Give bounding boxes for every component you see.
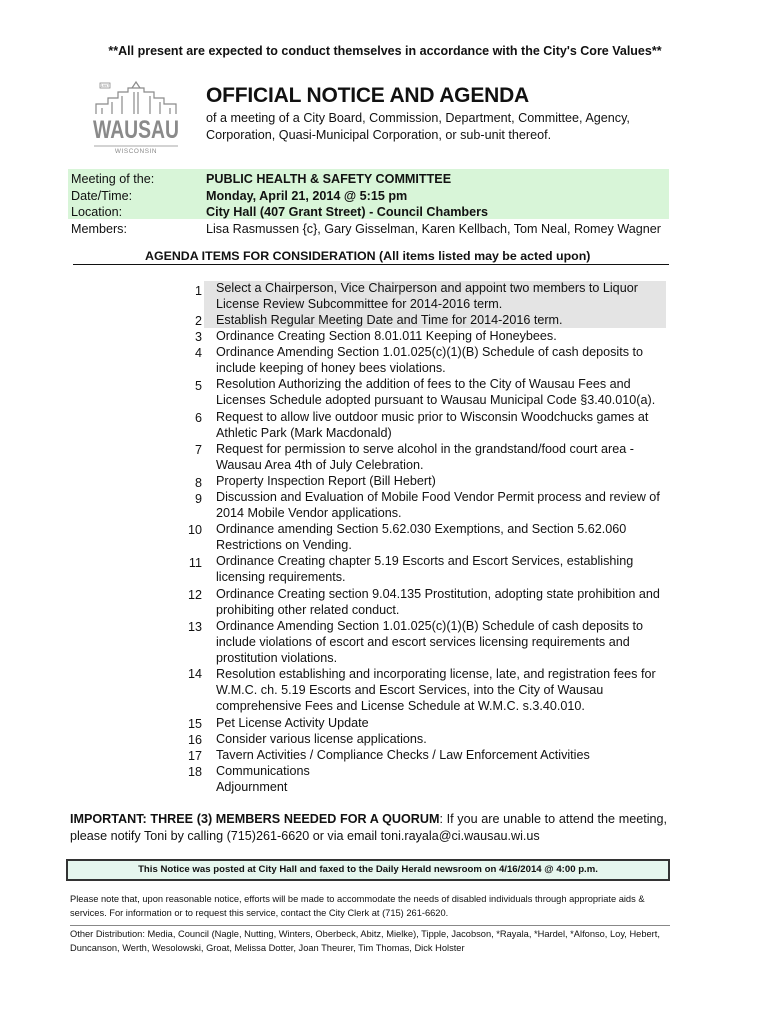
agenda-item: Tavern Activities / Compliance Checks / Law Enforcement Activities — [216, 748, 590, 762]
quorum-notice — [70, 811, 667, 845]
agenda-item: Ordinance Creating section 9.04.135 Prostitution, adopting state prohibition and prohibiting other related conduct. — [216, 587, 660, 618]
agenda-item: Resolution establishing and incorporating license, late, and registration fees for W.M.C. ch. 5.19 Escorts and Escort Services, into the City of Wausau comprehensive Fees and License Schedule at W.M.C. s.3.40.010. — [216, 667, 656, 714]
agenda-number: 2 — [194, 314, 202, 328]
agenda-item: Establish Regular Meeting Date and Time for 2014-2016 term. — [216, 313, 563, 327]
notice-title: OFFICIAL NOTICE AND AGENDA — [206, 84, 530, 107]
agenda-number: 15 — [187, 717, 202, 731]
logo-state: WISCONSIN — [114, 148, 158, 155]
distribution-list: Other Distribution: Media, Council (Nagle, Nutting, Winters, Oberbeck, Abitz, Mielke), Tipple, Jacobson, *Rayala, *Hardel, *Alfonso, Loy, Hebert, Duncanson, Werth, Wesolowski, Groat, Melissa Dotter, Joan Theurer, Tim Thomas, Dick Holster — [70, 925, 670, 955]
accommodation-notice: Please note that, upon reasonable notice, efforts will be made to accommodate the needs of disabled individuals through appropriate aids & services. For information or to request this service, contact the City Clerk at (715) 261-6620. — [70, 894, 645, 918]
agenda-item: Resolution Authorizing the addition of fees to the City of Wausau Fees and Licenses Schedule adopted pursuant to Wausau Municipal Code §3.40.010(a). — [216, 377, 656, 408]
datetime-label: Date/Time: — [71, 188, 133, 203]
agenda-item: Communications — [216, 764, 310, 778]
members-label: Members: — [71, 221, 127, 236]
agenda-number: 10 — [187, 523, 202, 537]
agenda-item: Pet License Activity Update — [216, 716, 369, 730]
agenda-number: 4 — [194, 346, 202, 360]
location-label: Location: — [71, 205, 123, 219]
meeting-details — [71, 171, 671, 237]
members-list: Lisa Rasmussen {c}, Gary Gisselman, Karen Kellbach, Tom Neal, Romey Wagner — [206, 221, 661, 236]
logo-wordmark: WAUSAU — [93, 116, 179, 144]
agenda-item: Ordinance Amending Section 1.01.025(c)(1)(B) Schedule of cash deposits to include keeping of honey bees violations. — [216, 345, 644, 376]
agenda-number: 13 — [187, 620, 202, 634]
agenda-item: Request to allow live outdoor music prior to Wisconsin Woodchucks games at Athletic Park (Mark Macdonald) — [216, 410, 649, 441]
core-values-banner: **All present are expected to conduct themselves in accordance with the City's Core Values** — [108, 44, 662, 58]
quorum-notice-text: : If you are unable to attend the meeting, please notify Toni by calling (715)261-6620 or via email toni.rayala@ci.wausau.wi.us — [70, 812, 668, 843]
agenda-item: Property Inspection Report (Bill Hebert) — [216, 474, 436, 488]
agenda-item: Ordinance amending Section 5.62.030 Exemptions, and Section 5.62.060 Restrictions on Vending. — [216, 522, 627, 553]
agenda-number: 14 — [187, 667, 202, 681]
meeting-row — [71, 171, 671, 188]
agenda-number: 16 — [187, 733, 202, 747]
agenda-item: Ordinance Amending Section 1.01.025(c)(1)(B) Schedule of cash deposits to include violations of escort and escort services licensing requirements and prostitution violations. — [216, 619, 644, 666]
meeting-location: City Hall (407 Grant Street) - Council Chambers — [206, 205, 489, 219]
agenda-number: 6 — [194, 411, 202, 425]
agenda-number: 8 — [194, 476, 202, 490]
agenda-number: 3 — [194, 330, 202, 344]
agenda-item: Consider various license applications. — [216, 732, 427, 746]
city-of-wausau-logo — [88, 80, 184, 156]
agenda-item: Request for permission to serve alcohol in the grandstand/food court area - Wausau Area 4th of July Celebration. — [216, 442, 634, 473]
agenda-number: 5 — [194, 379, 202, 393]
agenda-item: Ordinance Creating chapter 5.19 Escorts and Escort Services, establishing licensing requirements. — [216, 554, 634, 585]
agenda-number: 18 — [187, 765, 202, 779]
meeting-datetime: Monday, April 21, 2014 @ 5:15 pm — [206, 188, 408, 203]
agenda-item: Select a Chairperson, Vice Chairperson and appoint two members to Liquor License Review Subcommittee for 2014-2016 term. — [216, 281, 638, 312]
agenda-number: 12 — [187, 588, 202, 602]
posted-notice: This Notice was posted at City Hall and faxed to the Daily Herald newsroom on 4/16/2014 @ 4:00 p.m. — [66, 859, 670, 881]
agenda-number: 11 — [188, 556, 202, 570]
notice-subtitle: of a meeting of a City Board, Commission, Department, Committee, Agency, Corporation, Quasi-Municipal Corporation, or sub-unit thereof. — [206, 111, 630, 142]
agenda-divider — [73, 264, 669, 265]
agenda-item-adjournment: Adjournment — [216, 780, 288, 794]
meeting-label: Meeting of the: — [71, 172, 155, 186]
agenda-heading: AGENDA ITEMS FOR CONSIDERATION (All items listed may be acted upon) — [145, 249, 591, 263]
agenda-item: Discussion and Evaluation of Mobile Food Vendor Permit process and review of 2014 Mobile Vendor applications. — [216, 490, 660, 521]
members-row — [71, 221, 671, 238]
datetime-row — [71, 188, 671, 205]
quorum-notice-bold: IMPORTANT: THREE (3) MEMBERS NEEDED FOR A QUORUM — [70, 812, 440, 826]
meeting-committee: PUBLIC HEALTH & SAFETY COMMITTEE — [206, 172, 452, 186]
agenda-number: 1 — [194, 284, 202, 298]
agenda-number: 17 — [187, 749, 202, 763]
agenda-item: Ordinance Creating Section 8.01.011 Keeping of Honeybees. — [216, 329, 557, 343]
agenda-number: 9 — [194, 492, 202, 506]
agenda-number: 7 — [194, 443, 202, 457]
location-row — [71, 204, 671, 221]
logo-year: 1997 — [100, 84, 110, 88]
